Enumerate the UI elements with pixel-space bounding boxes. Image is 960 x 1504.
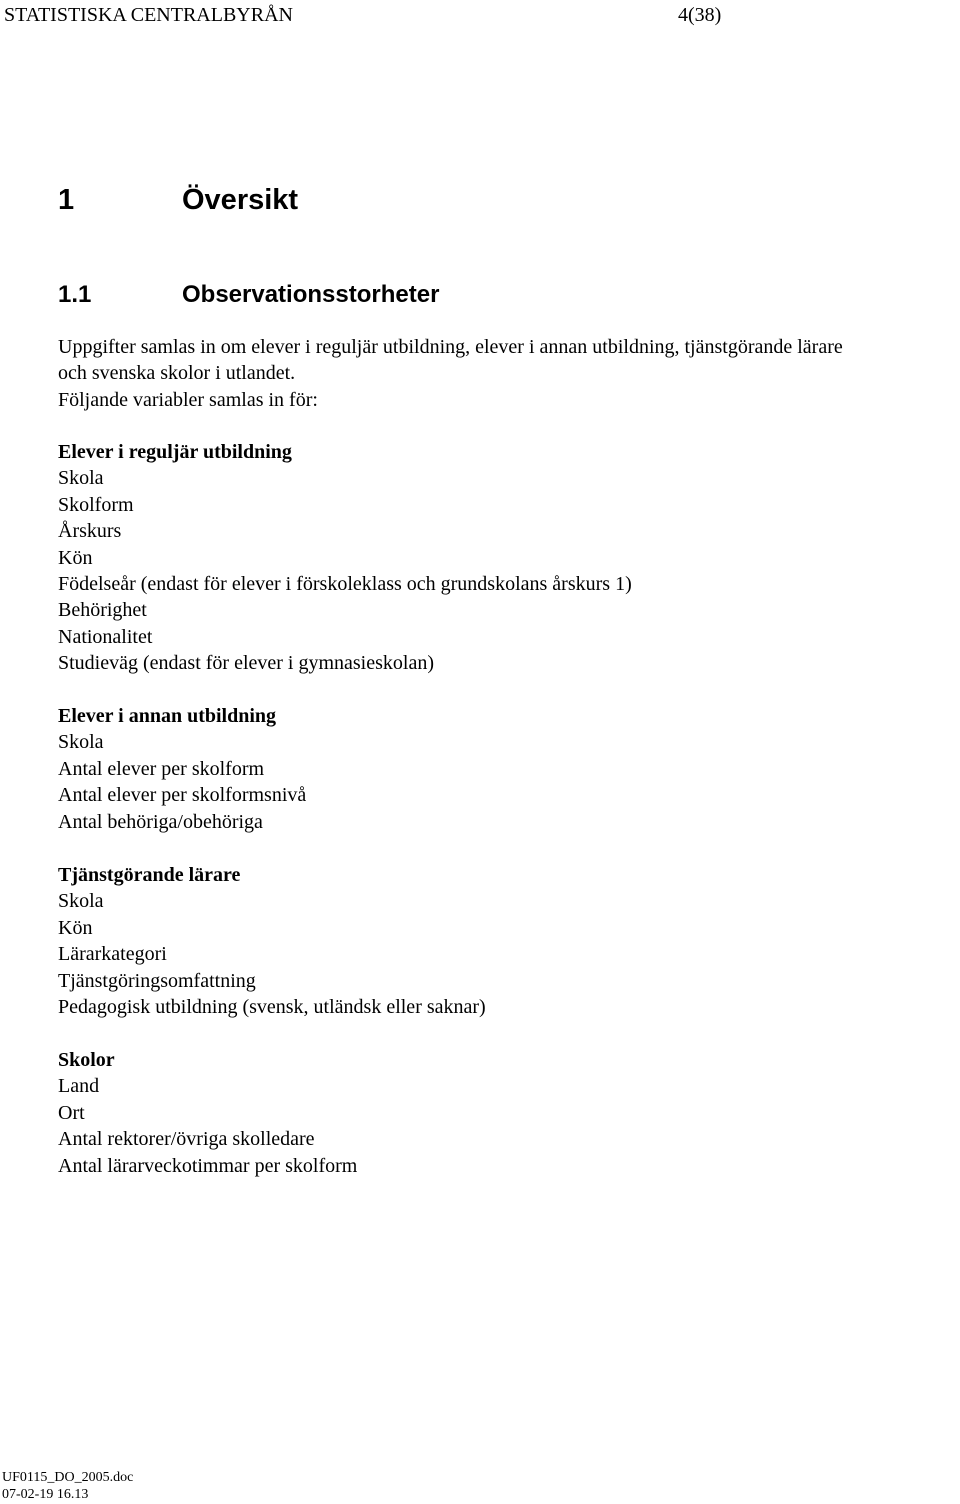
intro-line: och svenska skolor i utlandet. [58, 362, 296, 385]
intro-paragraph [58, 334, 958, 413]
page-number: 4(38) [678, 4, 722, 26]
list-item: Kön [58, 546, 93, 569]
section-elever-reguljar [58, 439, 632, 677]
heading-2-title: Observationsstorheter [182, 281, 440, 308]
section-title: Elever i annan utbildning [58, 705, 277, 727]
section-skolor [58, 1047, 357, 1179]
list-item: Skola [58, 890, 104, 913]
list-item: Antal rektorer/övriga skolledare [58, 1128, 315, 1151]
section-larare [58, 862, 486, 1020]
section-title: Skolor [58, 1049, 115, 1071]
list-item: Födelseår (endast för elever i förskoleklass och grundskolans årskurs 1) [58, 573, 632, 596]
list-item: Antal behöriga/obehöriga [58, 810, 263, 833]
footer-filename: UF0115_DO_2005.doc [2, 1470, 134, 1485]
list-item: Skolform [58, 493, 134, 516]
page-footer [2, 1469, 133, 1503]
list-item: Ort [58, 1101, 85, 1124]
heading-1-number: 1 [58, 184, 75, 216]
list-item: Antal elever per skolform [58, 757, 265, 780]
heading-2 [58, 278, 439, 312]
header-organization: STATISTISKA CENTRALBYRÅN [4, 4, 293, 26]
list-item: Antal elever per skolformsnivå [58, 784, 307, 807]
footer-date: 07-02-19 16.13 [2, 1487, 89, 1502]
list-item: Pedagogisk utbildning (svensk, utländsk eller saknar) [58, 996, 486, 1019]
list-item: Behörighet [58, 599, 147, 622]
section-title: Elever i reguljär utbildning [58, 441, 292, 463]
list-item: Årskurs [58, 520, 122, 543]
list-item: Nationalitet [58, 625, 153, 648]
section-elever-annan [58, 703, 306, 835]
list-item: Land [58, 1075, 100, 1098]
list-item: Studieväg (endast för elever i gymnasieskolan) [58, 652, 434, 675]
heading-1-title: Översikt [182, 184, 299, 216]
list-item: Kön [58, 916, 93, 939]
section-title: Tjänstgörande lärare [58, 864, 241, 886]
intro-line: Uppgifter samlas in om elever i reguljär utbildning, elever i annan utbildning, tjänstgörande lärare [58, 336, 843, 358]
list-item: Antal lärarveckotimmar per skolform [58, 1154, 358, 1177]
list-item: Tjänstgöringsomfattning [58, 969, 256, 992]
heading-2-number: 1.1 [58, 281, 92, 308]
list-item: Skola [58, 731, 104, 754]
heading-1 [58, 180, 298, 220]
list-item: Skola [58, 467, 104, 490]
list-item: Lärarkategori [58, 943, 167, 966]
intro-line: Följande variabler samlas in för: [58, 388, 318, 411]
